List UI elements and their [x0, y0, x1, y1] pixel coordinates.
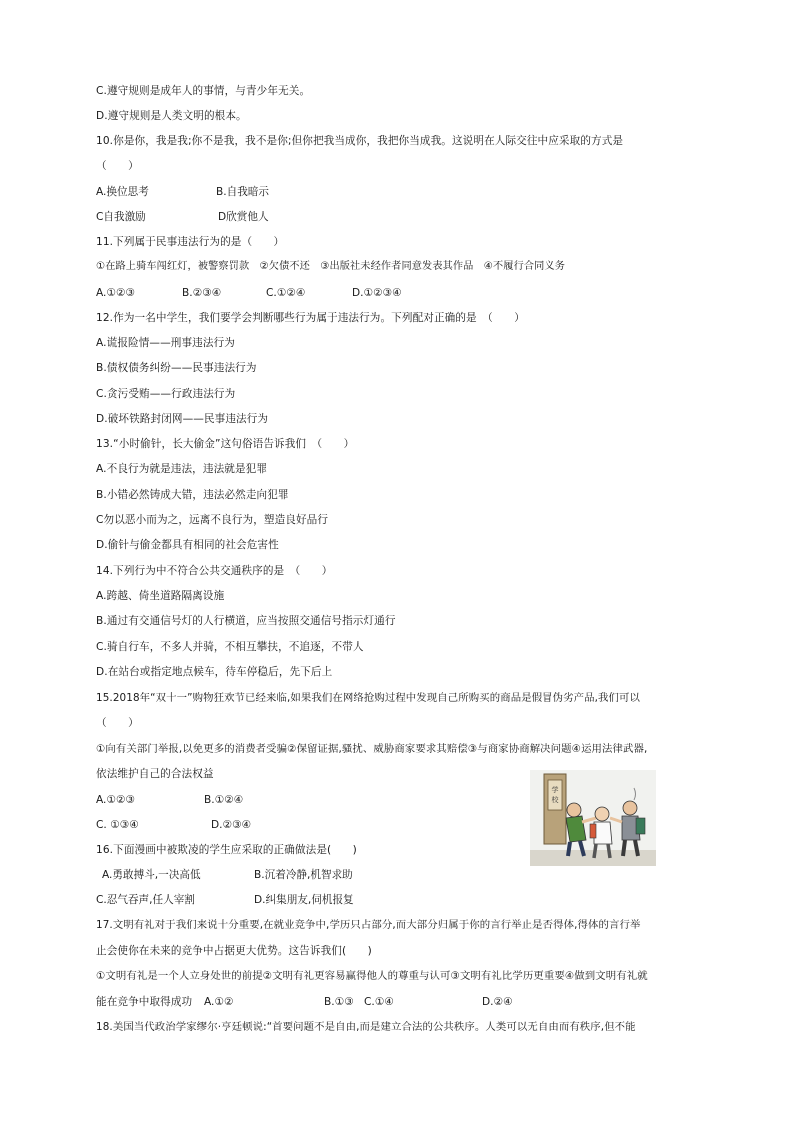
- q16-option-d: D.纠集朋友,伺机报复: [254, 894, 354, 906]
- bullying-cartoon: [530, 770, 656, 866]
- q14-option-d: D.在站台或指定地点候车，待车停稳后，先下后上: [96, 666, 333, 678]
- q17-option-a: A.①②: [204, 996, 234, 1008]
- q15-stem: 15.2018年“双十一”购物狂欢节已经来临,如果我们在网络抢购过程中发现自己所购买的商品是假冒伪劣产品,我们可以: [96, 692, 641, 704]
- q12-option-c: C.贪污受贿——行政违法行为: [96, 388, 236, 400]
- q11-option-b: B.②③④: [182, 287, 222, 299]
- q13-option-a: A.不良行为就是违法，违法就是犯罪: [96, 463, 268, 475]
- q12-stem: 12.作为一名中学生，我们要学会判断哪些行为属于违法行为。下列配对正确的是 （ ）: [96, 312, 525, 324]
- q10-option-d: D欣赏他人: [218, 211, 269, 223]
- q18-stem: 18.美国当代政治学家缪尔·亨廷顿说:“首要问题不是自由,而是建立合法的公共秩序。人类可以无自由而有秩序,但不能: [96, 1021, 636, 1033]
- q17-option-c: C.①④: [364, 996, 394, 1008]
- q11-option-d: D.①②③④: [352, 287, 402, 299]
- q15-option-a: A.①②③: [96, 794, 135, 806]
- q17-option-b: B.①③: [324, 996, 354, 1008]
- q12-option-a: A.谎报险情——刑事违法行为: [96, 337, 235, 349]
- q15-statements: ①向有关部门举报,以免更多的消费者受骗②保留证据,骚扰、威胁商家要求其赔偿③与商家协商解决问题④运用法律武器,: [96, 743, 648, 755]
- q11-option-c: C.①②④: [266, 287, 306, 299]
- q16-option-b: B.沉着冷静,机智求助: [254, 869, 353, 881]
- q15-blank: （ ）: [96, 717, 139, 729]
- q12-option-b: B.债权债务纠纷——民事违法行为: [96, 362, 257, 374]
- q17-statements-cont: 能在竞争中取得成功: [96, 996, 193, 1008]
- q17-option-d: D.②④: [482, 996, 513, 1008]
- q16-stem: 16.下面漫画中被欺凌的学生应采取的正确做法是( ): [96, 844, 357, 856]
- q10-option-b: B.自我暗示: [216, 186, 270, 198]
- q10-option-a: A.换位思考: [96, 186, 149, 198]
- q13-option-c: C勿以恶小而为之，远离不良行为，塑造良好品行: [96, 514, 329, 526]
- q17-stem-cont: 止会使你在未来的竞争中占据更大优势。这告诉我们( ): [96, 945, 372, 957]
- q15-option-d: D.②③④: [211, 819, 252, 831]
- q10-blank: （ ）: [96, 160, 139, 172]
- q11-stem: 11.下列属于民事违法行为的是（ ）: [96, 236, 285, 248]
- q17-statements: ①文明有礼是一个人立身处世的前提②文明有礼更容易赢得他人的尊重与认可③文明有礼比学历更重要④做到文明有礼就: [96, 970, 648, 982]
- q14-stem: 14.下列行为中不符合公共交通秩序的是 （ ）: [96, 565, 333, 577]
- cartoon-sign-char-1: 学: [551, 786, 559, 794]
- q11-option-a: A.①②③: [96, 287, 135, 299]
- q13-option-d: D.偷针与偷金都具有相同的社会危害性: [96, 539, 279, 551]
- q13-stem: 13.“小时偷针，长大偷金”这句俗语告诉我们 （ ）: [96, 438, 355, 450]
- q9-option-d: D.遵守规则是人类文明的根本。: [96, 110, 247, 122]
- q14-option-b: B.通过有交通信号灯的人行横道，应当按照交通信号指示灯通行: [96, 615, 396, 627]
- q9-option-c: C.遵守规则是成年人的事情，与青少年无关。: [96, 85, 311, 97]
- q14-option-a: A.跨越、倚坐道路隔离设施: [96, 590, 225, 602]
- q14-option-c: C.骑自行车，不多人并骑，不相互攀扶，不追逐，不带人: [96, 641, 364, 653]
- cartoon-drawing: [530, 770, 656, 866]
- q15-option-c: C. ①③④: [96, 819, 139, 831]
- q13-option-b: B.小错必然铸成大错，违法必然走向犯罪: [96, 489, 289, 501]
- q11-statements: ①在路上骑车闯红灯，被警察罚款 ②欠债不还 ③出版社未经作者同意发表其作品 ④不履行合同义务: [96, 261, 566, 272]
- q17-stem: 17.文明有礼对于我们来说十分重要,在就业竞争中,学历只占部分,而大部分归属于你的言行举止是否得体,得体的言行举: [96, 919, 641, 931]
- q15-option-b: B.①②④: [204, 794, 244, 806]
- q12-option-d: D.破坏铁路封闭网——民事违法行为: [96, 413, 269, 425]
- q10-option-c: C自我激励: [96, 211, 146, 223]
- cartoon-sign-char-2: 校: [551, 796, 559, 804]
- q15-statements-cont: 依法维护自己的合法权益: [96, 768, 214, 780]
- q16-option-a: A.勇敢搏斗,一决高低: [102, 869, 201, 881]
- q10-stem: 10.你是你，我是我;你不是我，我不是你;但你把我当成你，我把你当成我。这说明在人际交往中应采取的方式是: [96, 135, 624, 147]
- q16-option-c: C.忍气吞声,任人宰割: [96, 894, 195, 906]
